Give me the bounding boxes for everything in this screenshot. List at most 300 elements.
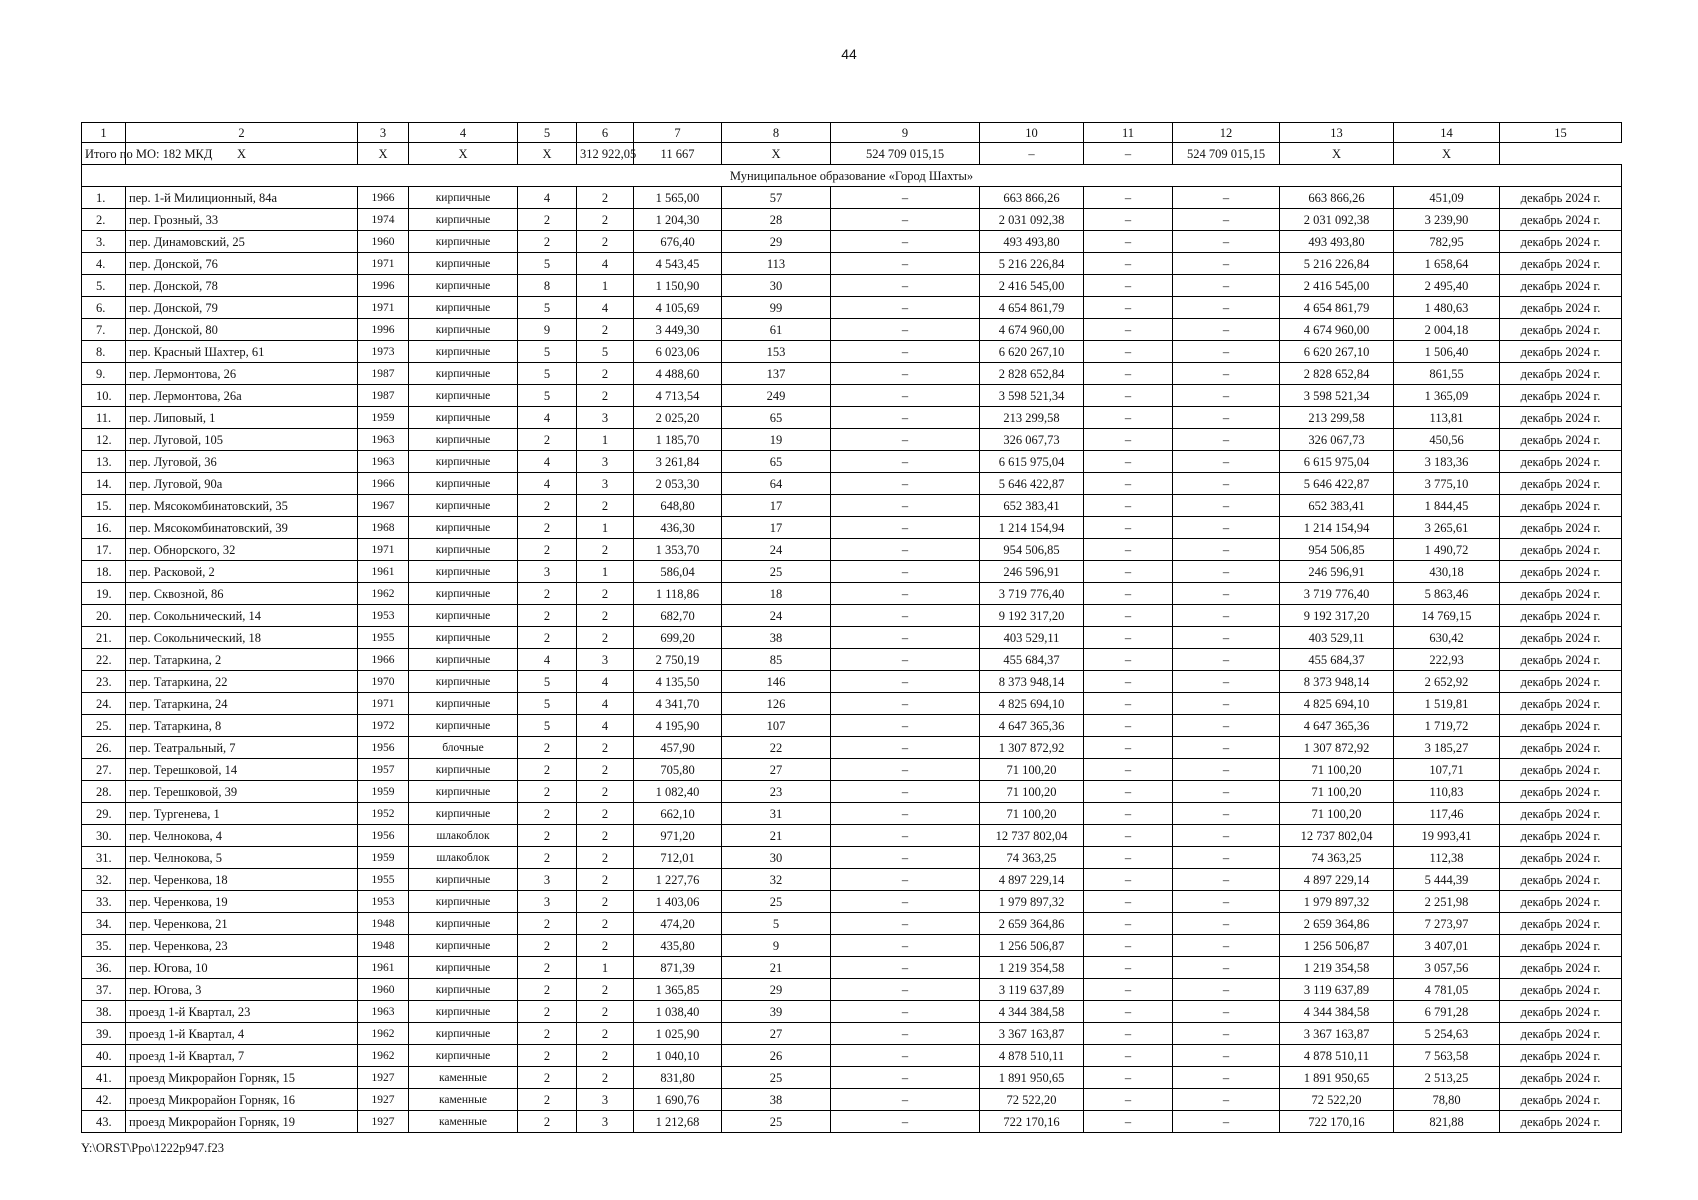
- table-row: [82, 473, 1622, 495]
- table-row: [82, 935, 1622, 957]
- wall-material: кирпичные: [409, 187, 518, 209]
- area: 699,20: [634, 627, 722, 649]
- table-row: [82, 693, 1622, 715]
- residents: 24: [722, 539, 831, 561]
- col11: –: [1084, 385, 1173, 407]
- table-row: [82, 495, 1622, 517]
- table-row: [82, 407, 1622, 429]
- deadline: декабрь 2024 г.: [1500, 781, 1622, 803]
- col9: –: [831, 781, 980, 803]
- floors: 2: [518, 913, 577, 935]
- residents: 153: [722, 341, 831, 363]
- section-title: Муниципальное образование «Город Шахты»: [82, 165, 1622, 187]
- deadline: декабрь 2024 г.: [1500, 913, 1622, 935]
- cost-fund: 5 646 422,87: [1280, 473, 1394, 495]
- address: пер. Татаркина, 8: [126, 715, 358, 737]
- col12: –: [1173, 1023, 1280, 1045]
- col12: –: [1173, 825, 1280, 847]
- build-year: 1971: [358, 693, 409, 715]
- residents: 29: [722, 231, 831, 253]
- build-year: 1987: [358, 385, 409, 407]
- col11: –: [1084, 363, 1173, 385]
- deadline: декабрь 2024 г.: [1500, 671, 1622, 693]
- col12: –: [1173, 1089, 1280, 1111]
- col11: –: [1084, 341, 1173, 363]
- deadline: декабрь 2024 г.: [1500, 1045, 1622, 1067]
- deadline: декабрь 2024 г.: [1500, 979, 1622, 1001]
- cost-total: 6 620 267,10: [980, 341, 1084, 363]
- cost-per-sqm: 1 719,72: [1394, 715, 1500, 737]
- cost-total: 4 647 365,36: [980, 715, 1084, 737]
- cost-total: 4 674 960,00: [980, 319, 1084, 341]
- table-row: [82, 429, 1622, 451]
- row-number: 28.: [82, 781, 126, 803]
- entrances: 2: [577, 495, 634, 517]
- address: пер. Липовый, 1: [126, 407, 358, 429]
- floors: 5: [518, 297, 577, 319]
- entrances: 2: [577, 803, 634, 825]
- area: 474,20: [634, 913, 722, 935]
- build-year: 1959: [358, 781, 409, 803]
- table-row: [82, 1045, 1622, 1067]
- floors: 4: [518, 187, 577, 209]
- wall-material: кирпичные: [409, 517, 518, 539]
- cost-total: 6 615 975,04: [980, 451, 1084, 473]
- col9: –: [831, 1045, 980, 1067]
- build-year: 1927: [358, 1089, 409, 1111]
- page-number: 44: [841, 46, 857, 62]
- build-year: 1956: [358, 737, 409, 759]
- table-row: [82, 1067, 1622, 1089]
- floors: 4: [518, 649, 577, 671]
- build-year: 1948: [358, 913, 409, 935]
- col11: –: [1084, 1089, 1173, 1111]
- deadline: декабрь 2024 г.: [1500, 1023, 1622, 1045]
- cost-total: 71 100,20: [980, 781, 1084, 803]
- area: 1 403,06: [634, 891, 722, 913]
- col11: –: [1084, 1045, 1173, 1067]
- cost-per-sqm: 1 490,72: [1394, 539, 1500, 561]
- table-row: [82, 1111, 1622, 1133]
- entrances: 2: [577, 583, 634, 605]
- floors: 4: [518, 473, 577, 495]
- col12: –: [1173, 539, 1280, 561]
- col11: –: [1084, 671, 1173, 693]
- cost-total: 403 529,11: [980, 627, 1084, 649]
- col11: –: [1084, 495, 1173, 517]
- cost-per-sqm: 78,80: [1394, 1089, 1500, 1111]
- address: пер. Челнокова, 5: [126, 847, 358, 869]
- area: 712,01: [634, 847, 722, 869]
- cost-fund: 4 878 510,11: [1280, 1045, 1394, 1067]
- deadline: декабрь 2024 г.: [1500, 847, 1622, 869]
- cost-per-sqm: 2 251,98: [1394, 891, 1500, 913]
- entrances: 1: [577, 275, 634, 297]
- col12: –: [1173, 781, 1280, 803]
- column-number-row: [82, 123, 1622, 143]
- col9: –: [831, 979, 980, 1001]
- floors: 2: [518, 539, 577, 561]
- entrances: 2: [577, 935, 634, 957]
- entrances: 2: [577, 979, 634, 1001]
- cost-fund: 2 659 364,86: [1280, 913, 1394, 935]
- cost-total: 4 878 510,11: [980, 1045, 1084, 1067]
- table-row: [82, 209, 1622, 231]
- floors: 2: [518, 935, 577, 957]
- col11: –: [1084, 891, 1173, 913]
- row-number: 25.: [82, 715, 126, 737]
- build-year: 1966: [358, 649, 409, 671]
- deadline: декабрь 2024 г.: [1500, 1001, 1622, 1023]
- wall-material: кирпичные: [409, 275, 518, 297]
- col11: –: [1084, 407, 1173, 429]
- residents: 39: [722, 1001, 831, 1023]
- cost-per-sqm: 1 365,09: [1394, 385, 1500, 407]
- col11: –: [1084, 913, 1173, 935]
- column-number-9: 9: [831, 123, 980, 143]
- table-row: [82, 385, 1622, 407]
- area: 871,39: [634, 957, 722, 979]
- col9: –: [831, 385, 980, 407]
- residents: 137: [722, 363, 831, 385]
- cost-total: 1 219 354,58: [980, 957, 1084, 979]
- row-number: 31.: [82, 847, 126, 869]
- wall-material: кирпичные: [409, 385, 518, 407]
- cost-per-sqm: 450,56: [1394, 429, 1500, 451]
- cost-fund: 3 598 521,34: [1280, 385, 1394, 407]
- col11: –: [1084, 1023, 1173, 1045]
- cost-total: 4 897 229,14: [980, 869, 1084, 891]
- wall-material: кирпичные: [409, 561, 518, 583]
- col12: –: [1173, 209, 1280, 231]
- cost-per-sqm: 117,46: [1394, 803, 1500, 825]
- cost-fund: 2 416 545,00: [1280, 275, 1394, 297]
- wall-material: кирпичные: [409, 869, 518, 891]
- row-number: 1.: [82, 187, 126, 209]
- build-year: 1968: [358, 517, 409, 539]
- wall-material: кирпичные: [409, 319, 518, 341]
- row-number: 23.: [82, 671, 126, 693]
- cost-per-sqm: 5 254,63: [1394, 1023, 1500, 1045]
- entrances: 4: [577, 671, 634, 693]
- cost-fund: 493 493,80: [1280, 231, 1394, 253]
- build-year: 1962: [358, 1023, 409, 1045]
- col9: –: [831, 209, 980, 231]
- area: 1 150,90: [634, 275, 722, 297]
- floors: 5: [518, 341, 577, 363]
- col11: –: [1084, 957, 1173, 979]
- cost-per-sqm: 430,18: [1394, 561, 1500, 583]
- cost-total: 1 256 506,87: [980, 935, 1084, 957]
- wall-material: блочные: [409, 737, 518, 759]
- row-number: 22.: [82, 649, 126, 671]
- total-c11: –: [980, 143, 1084, 165]
- column-number-4: 4: [409, 123, 518, 143]
- column-number-10: 10: [980, 123, 1084, 143]
- col12: –: [1173, 605, 1280, 627]
- col12: –: [1173, 363, 1280, 385]
- col9: –: [831, 869, 980, 891]
- floors: 2: [518, 517, 577, 539]
- col12: –: [1173, 341, 1280, 363]
- cost-total: 213 299,58: [980, 407, 1084, 429]
- residents: 249: [722, 385, 831, 407]
- table-row: [82, 341, 1622, 363]
- residents: 107: [722, 715, 831, 737]
- col11: –: [1084, 825, 1173, 847]
- residents: 21: [722, 957, 831, 979]
- cost-total: 326 067,73: [980, 429, 1084, 451]
- build-year: 1987: [358, 363, 409, 385]
- residents: 25: [722, 561, 831, 583]
- cost-fund: 4 654 861,79: [1280, 297, 1394, 319]
- address: пер. Татаркина, 24: [126, 693, 358, 715]
- address: пер. Донской, 76: [126, 253, 358, 275]
- residents: 113: [722, 253, 831, 275]
- cost-per-sqm: 1 519,81: [1394, 693, 1500, 715]
- build-year: 1974: [358, 209, 409, 231]
- col11: –: [1084, 209, 1173, 231]
- row-number: 18.: [82, 561, 126, 583]
- cost-per-sqm: 2 513,25: [1394, 1067, 1500, 1089]
- col11: –: [1084, 539, 1173, 561]
- column-number-7: 7: [634, 123, 722, 143]
- cost-total: 1 979 897,32: [980, 891, 1084, 913]
- col11: –: [1084, 759, 1173, 781]
- residents: 32: [722, 869, 831, 891]
- col11: –: [1084, 473, 1173, 495]
- total-c15: X: [1394, 143, 1500, 165]
- wall-material: кирпичные: [409, 781, 518, 803]
- floors: 5: [518, 671, 577, 693]
- address: пер. Черенкова, 21: [126, 913, 358, 935]
- deadline: декабрь 2024 г.: [1500, 231, 1622, 253]
- cost-total: 5 646 422,87: [980, 473, 1084, 495]
- residents: 27: [722, 759, 831, 781]
- cost-per-sqm: 19 993,41: [1394, 825, 1500, 847]
- col11: –: [1084, 319, 1173, 341]
- residents: 24: [722, 605, 831, 627]
- column-number-3: 3: [358, 123, 409, 143]
- build-year: 1962: [358, 1045, 409, 1067]
- build-year: 1948: [358, 935, 409, 957]
- cost-per-sqm: 222,93: [1394, 649, 1500, 671]
- address: пер. Динамовский, 25: [126, 231, 358, 253]
- wall-material: кирпичные: [409, 341, 518, 363]
- floors: 2: [518, 1045, 577, 1067]
- address: пер. Красный Шахтер, 61: [126, 341, 358, 363]
- build-year: 1955: [358, 627, 409, 649]
- build-year: 1967: [358, 495, 409, 517]
- cost-fund: 4 825 694,10: [1280, 693, 1394, 715]
- col12: –: [1173, 693, 1280, 715]
- cost-total: 9 192 317,20: [980, 605, 1084, 627]
- housing-register-table: [81, 122, 1622, 1133]
- cost-fund: 6 615 975,04: [1280, 451, 1394, 473]
- build-year: 1960: [358, 979, 409, 1001]
- total-c12: –: [1084, 143, 1173, 165]
- area: 1 038,40: [634, 1001, 722, 1023]
- floors: 2: [518, 1001, 577, 1023]
- deadline: декабрь 2024 г.: [1500, 187, 1622, 209]
- row-number: 6.: [82, 297, 126, 319]
- cost-total: 12 737 802,04: [980, 825, 1084, 847]
- cost-per-sqm: 821,88: [1394, 1111, 1500, 1133]
- column-number-13: 13: [1280, 123, 1394, 143]
- table-row: [82, 737, 1622, 759]
- floors: 2: [518, 825, 577, 847]
- row-number: 20.: [82, 605, 126, 627]
- table-row: [82, 605, 1622, 627]
- wall-material: кирпичные: [409, 539, 518, 561]
- col9: –: [831, 275, 980, 297]
- cost-per-sqm: 3 407,01: [1394, 935, 1500, 957]
- deadline: декабрь 2024 г.: [1500, 561, 1622, 583]
- residents: 85: [722, 649, 831, 671]
- col11: –: [1084, 1111, 1173, 1133]
- row-number: 24.: [82, 693, 126, 715]
- row-number: 26.: [82, 737, 126, 759]
- build-year: 1959: [358, 407, 409, 429]
- column-number-11: 11: [1084, 123, 1173, 143]
- col9: –: [831, 231, 980, 253]
- total-label: Итого по МО: 182 МКД: [82, 143, 126, 165]
- col9: –: [831, 429, 980, 451]
- col9: –: [831, 803, 980, 825]
- col11: –: [1084, 649, 1173, 671]
- cost-total: 71 100,20: [980, 759, 1084, 781]
- table-row: [82, 451, 1622, 473]
- wall-material: кирпичные: [409, 715, 518, 737]
- table-row: [82, 297, 1622, 319]
- cost-fund: 4 674 960,00: [1280, 319, 1394, 341]
- build-year: 1953: [358, 891, 409, 913]
- cost-per-sqm: 14 769,15: [1394, 605, 1500, 627]
- build-year: 1971: [358, 253, 409, 275]
- cost-per-sqm: 2 495,40: [1394, 275, 1500, 297]
- col12: –: [1173, 429, 1280, 451]
- row-number: 5.: [82, 275, 126, 297]
- total-c6: X: [518, 143, 577, 165]
- col12: –: [1173, 275, 1280, 297]
- residents: 65: [722, 451, 831, 473]
- floors: 2: [518, 759, 577, 781]
- wall-material: каменные: [409, 1089, 518, 1111]
- address: пер. Татаркина, 2: [126, 649, 358, 671]
- table-row: [82, 671, 1622, 693]
- cost-fund: 1 891 950,65: [1280, 1067, 1394, 1089]
- wall-material: шлакоблок: [409, 847, 518, 869]
- col11: –: [1084, 693, 1173, 715]
- build-year: 1927: [358, 1111, 409, 1133]
- row-number: 8.: [82, 341, 126, 363]
- entrances: 2: [577, 187, 634, 209]
- cost-total: 74 363,25: [980, 847, 1084, 869]
- floors: 4: [518, 451, 577, 473]
- entrances: 2: [577, 913, 634, 935]
- residents: 28: [722, 209, 831, 231]
- cost-fund: 71 100,20: [1280, 803, 1394, 825]
- area: 1 040,10: [634, 1045, 722, 1067]
- area: 4 341,70: [634, 693, 722, 715]
- area: 4 713,54: [634, 385, 722, 407]
- residents: 57: [722, 187, 831, 209]
- build-year: 1953: [358, 605, 409, 627]
- cost-fund: 403 529,11: [1280, 627, 1394, 649]
- entrances: 2: [577, 847, 634, 869]
- floors: 2: [518, 1111, 577, 1133]
- area: 1 227,76: [634, 869, 722, 891]
- area: 436,30: [634, 517, 722, 539]
- entrances: 2: [577, 1067, 634, 1089]
- floors: 4: [518, 407, 577, 429]
- col11: –: [1084, 561, 1173, 583]
- address: проезд 1-й Квартал, 23: [126, 1001, 358, 1023]
- column-number-15: 15: [1500, 123, 1622, 143]
- row-number: 16.: [82, 517, 126, 539]
- cost-per-sqm: 3 265,61: [1394, 517, 1500, 539]
- entrances: 5: [577, 341, 634, 363]
- entrances: 2: [577, 539, 634, 561]
- col11: –: [1084, 517, 1173, 539]
- total-c5: X: [409, 143, 518, 165]
- deadline: декабрь 2024 г.: [1500, 209, 1622, 231]
- entrances: 2: [577, 363, 634, 385]
- residents: 19: [722, 429, 831, 451]
- wall-material: кирпичные: [409, 891, 518, 913]
- deadline: декабрь 2024 г.: [1500, 429, 1622, 451]
- entrances: 2: [577, 319, 634, 341]
- table-row: [82, 231, 1622, 253]
- wall-material: кирпичные: [409, 495, 518, 517]
- cost-per-sqm: 630,42: [1394, 627, 1500, 649]
- cost-fund: 455 684,37: [1280, 649, 1394, 671]
- entrances: 1: [577, 429, 634, 451]
- col12: –: [1173, 649, 1280, 671]
- floors: 2: [518, 1023, 577, 1045]
- cost-total: 1 307 872,92: [980, 737, 1084, 759]
- row-number: 21.: [82, 627, 126, 649]
- table-row: [82, 825, 1622, 847]
- entrances: 2: [577, 781, 634, 803]
- table-row: [82, 803, 1622, 825]
- table-row: [82, 539, 1622, 561]
- area: 676,40: [634, 231, 722, 253]
- address: пер. Лермонтова, 26: [126, 363, 358, 385]
- col11: –: [1084, 781, 1173, 803]
- cost-fund: 954 506,85: [1280, 539, 1394, 561]
- entrances: 2: [577, 385, 634, 407]
- col9: –: [831, 1089, 980, 1111]
- table-row: [82, 913, 1622, 935]
- table-row: [82, 847, 1622, 869]
- wall-material: кирпичные: [409, 473, 518, 495]
- build-year: 1973: [358, 341, 409, 363]
- area: 1 204,30: [634, 209, 722, 231]
- cost-fund: 12 737 802,04: [1280, 825, 1394, 847]
- area: 6 023,06: [634, 341, 722, 363]
- cost-per-sqm: 112,38: [1394, 847, 1500, 869]
- area: 1 212,68: [634, 1111, 722, 1133]
- wall-material: каменные: [409, 1067, 518, 1089]
- cost-total: 2 828 652,84: [980, 363, 1084, 385]
- build-year: 1959: [358, 847, 409, 869]
- cost-total: 1 214 154,94: [980, 517, 1084, 539]
- area: 4 135,50: [634, 671, 722, 693]
- deadline: декабрь 2024 г.: [1500, 297, 1622, 319]
- row-number: 2.: [82, 209, 126, 231]
- wall-material: шлакоблок: [409, 825, 518, 847]
